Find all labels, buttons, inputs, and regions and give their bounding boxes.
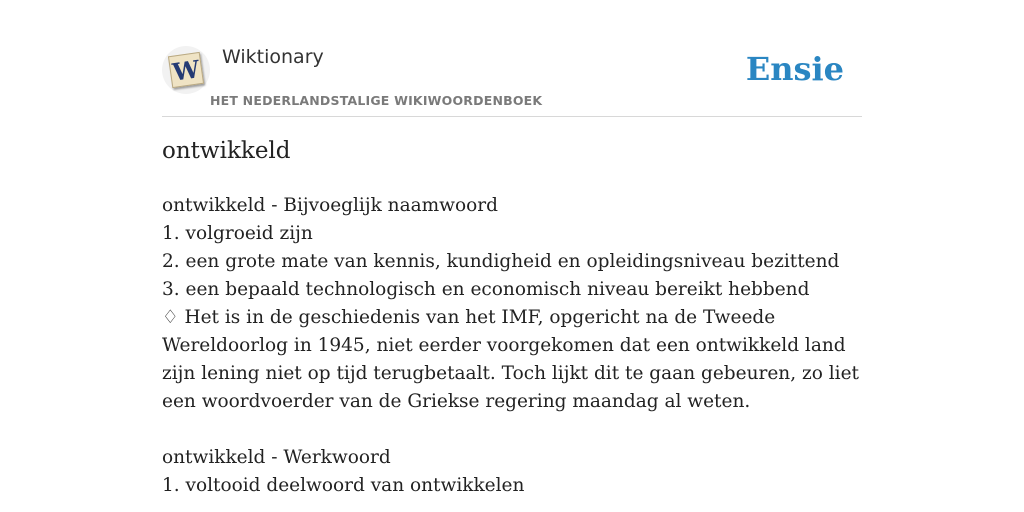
ensie-brand-logo[interactable]: Ensie: [745, 50, 844, 88]
section-heading: ontwikkeld - Bijvoeglijk naamwoord: [162, 195, 498, 216]
definition-item: 1. voltooid deelwoord van ontwikkelen: [162, 475, 525, 496]
definition-section-verb: [162, 444, 864, 500]
definition-item: 3. een bepaald technologisch en economisch niveau bereikt hebbend: [162, 279, 810, 300]
wiktionary-logo-icon: W: [168, 52, 204, 88]
site-name[interactable]: Wiktionary: [222, 46, 324, 68]
page-title: ontwikkeld: [162, 138, 291, 164]
site-header: [162, 40, 862, 117]
entry-content: [162, 192, 864, 512]
site-tagline: HET NEDERLANDSTALIGE WIKIWOORDENBOEK: [210, 93, 543, 108]
definition-item: 1. volgroeid zijn: [162, 223, 313, 244]
definition-section-adjective: [162, 192, 864, 416]
definition-item: 2. een grote mate van kennis, kundigheid en opleidingsniveau bezittend: [162, 251, 840, 272]
section-heading: ontwikkeld - Werkwoord: [162, 447, 391, 468]
usage-example: ♢ Het is in de geschiedenis van het IMF, opgericht na de Tweede Wereldoorlog in 1945, niet eerder voorgekomen dat een ontwikkeld land zijn lening niet op tijd terugbetaalt. Toch lijkt dit te gaan gebeuren, zo liet een woordvoerder van de Griekse regering maandag al weten.: [162, 307, 859, 412]
wiktionary-logo[interactable]: [162, 46, 210, 94]
